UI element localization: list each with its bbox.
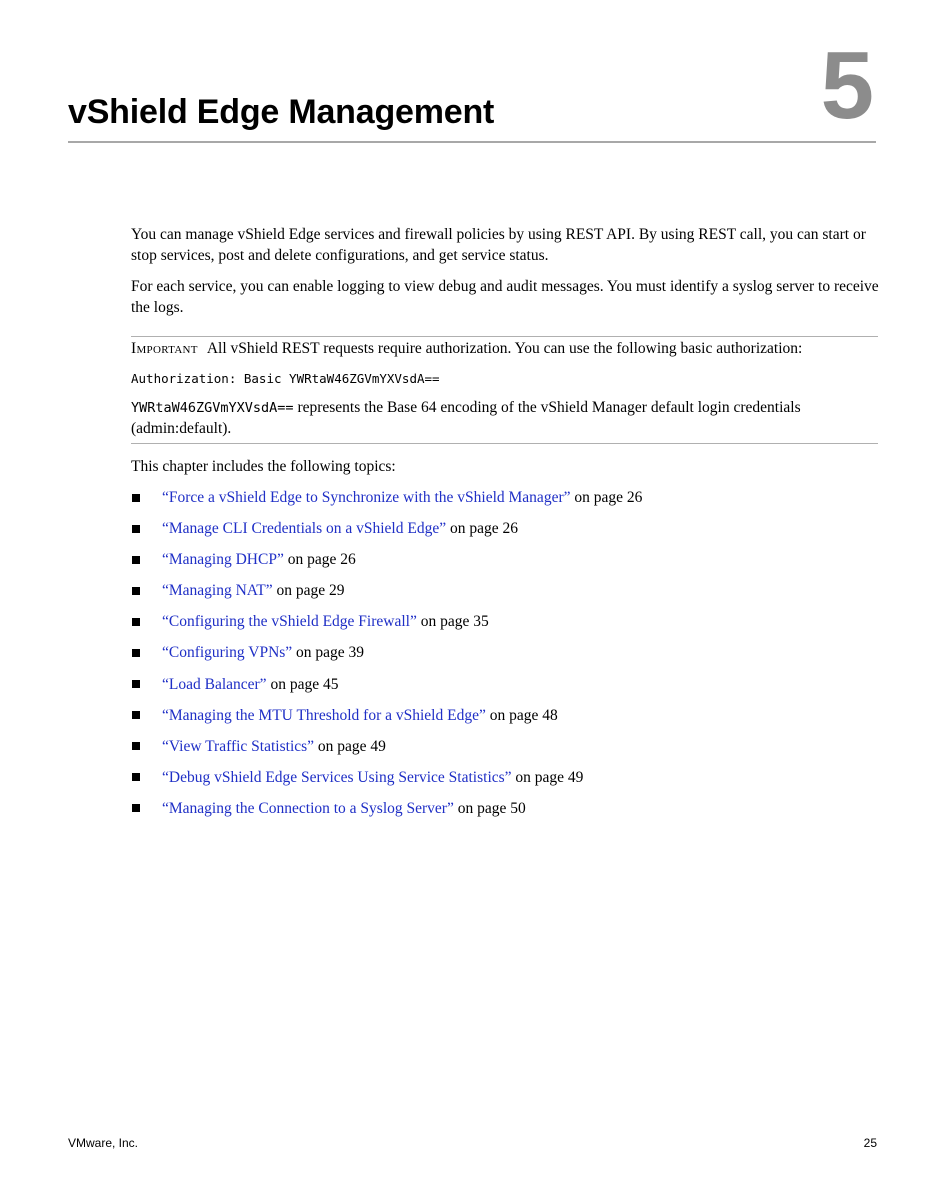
square-bullet-icon — [132, 773, 140, 781]
list-item — [131, 643, 879, 674]
intro-paragraph-1: You can manage vShield Edge services and firewall policies by using REST API. By using REST call, you can start or stop services, post and delete configurations, and get service status. — [131, 226, 866, 264]
topic-page-ref: on page 26 — [570, 489, 643, 506]
topic-link[interactable]: “Configuring VPNs” — [162, 644, 293, 662]
list-item — [131, 706, 879, 737]
square-bullet-icon — [132, 494, 140, 502]
square-bullet-icon — [132, 804, 140, 812]
chapter-number: 5 — [820, 32, 874, 139]
list-item — [131, 488, 879, 519]
square-bullet-icon — [132, 711, 140, 719]
encoding-explanation-text: represents the Base 64 encoding of the vShield Manager default login credentials (admin:default). — [131, 399, 801, 437]
square-bullet-icon — [132, 618, 140, 626]
topic-page-ref: on page 26 — [283, 551, 356, 569]
encoding-explanation — [131, 398, 879, 439]
square-bullet-icon — [132, 649, 140, 657]
list-item — [131, 675, 879, 706]
list-item — [131, 519, 879, 550]
intro-paragraph-2: For each service, you can enable logging to view debug and audit messages. You must identify a syslog server to receive the logs. — [131, 278, 879, 316]
topic-page-ref: on page 49 — [314, 737, 386, 755]
topic-link[interactable]: “View Traffic Statistics” — [162, 737, 315, 755]
topic-page-ref: on page 39 — [292, 644, 365, 662]
topic-list — [131, 488, 879, 830]
topic-page-ref: on page 49 — [511, 768, 584, 786]
square-bullet-icon — [132, 556, 140, 564]
topic-page-ref: on page 26 — [446, 520, 518, 538]
topic-page-ref: on page 50 — [453, 799, 526, 817]
topic-link[interactable]: “Debug vShield Edge Services Using Service Statistics” — [162, 768, 512, 786]
list-item — [131, 737, 879, 768]
important-label: Important — [131, 340, 198, 357]
list-item — [131, 799, 879, 830]
topics-intro: This chapter includes the following topics: — [131, 458, 396, 475]
list-item — [131, 550, 879, 581]
topic-link[interactable]: “Managing the Connection to a Syslog Server” — [162, 799, 454, 817]
chapter-title: vShield Edge Management — [68, 93, 495, 131]
footer-company: VMware, Inc. — [68, 1136, 139, 1150]
encoded-credentials: YWRtaW46ZGVmYXVsdA== — [131, 400, 294, 416]
topic-link[interactable]: “Managing DHCP” — [162, 551, 284, 569]
square-bullet-icon — [132, 587, 140, 595]
topic-link[interactable]: “Load Balancer” — [162, 675, 267, 693]
list-item — [131, 612, 879, 643]
topic-link[interactable]: “Configuring the vShield Edge Firewall” — [162, 613, 417, 631]
topic-link[interactable]: “Managing the MTU Threshold for a vShield Edge” — [162, 706, 486, 724]
topic-link[interactable]: “Force a vShield Edge to Synchronize with the vShield Manager” — [162, 489, 571, 506]
topic-page-ref: on page 45 — [266, 675, 339, 693]
square-bullet-icon — [132, 742, 140, 750]
topic-link[interactable]: “Managing NAT” — [162, 582, 273, 600]
important-note — [131, 339, 879, 360]
topic-page-ref: on page 48 — [485, 706, 558, 724]
note-bottom-rule — [131, 443, 878, 444]
square-bullet-icon — [132, 525, 140, 533]
topic-link[interactable]: “Manage CLI Credentials on a vShield Edge” — [162, 520, 447, 538]
list-item — [131, 768, 879, 799]
topic-page-ref: on page 35 — [416, 613, 489, 631]
list-item — [131, 581, 879, 612]
important-note-text: All vShield REST requests require authorization. You can use the following basic authorization: — [206, 340, 803, 357]
square-bullet-icon — [132, 680, 140, 688]
note-top-rule — [131, 336, 878, 337]
authorization-code-line: Authorization: Basic YWRtaW46ZGVmYXVsdA== — [131, 371, 440, 386]
title-rule — [68, 141, 876, 143]
topic-page-ref: on page 29 — [272, 582, 345, 600]
footer-page-number: 25 — [863, 1136, 877, 1150]
